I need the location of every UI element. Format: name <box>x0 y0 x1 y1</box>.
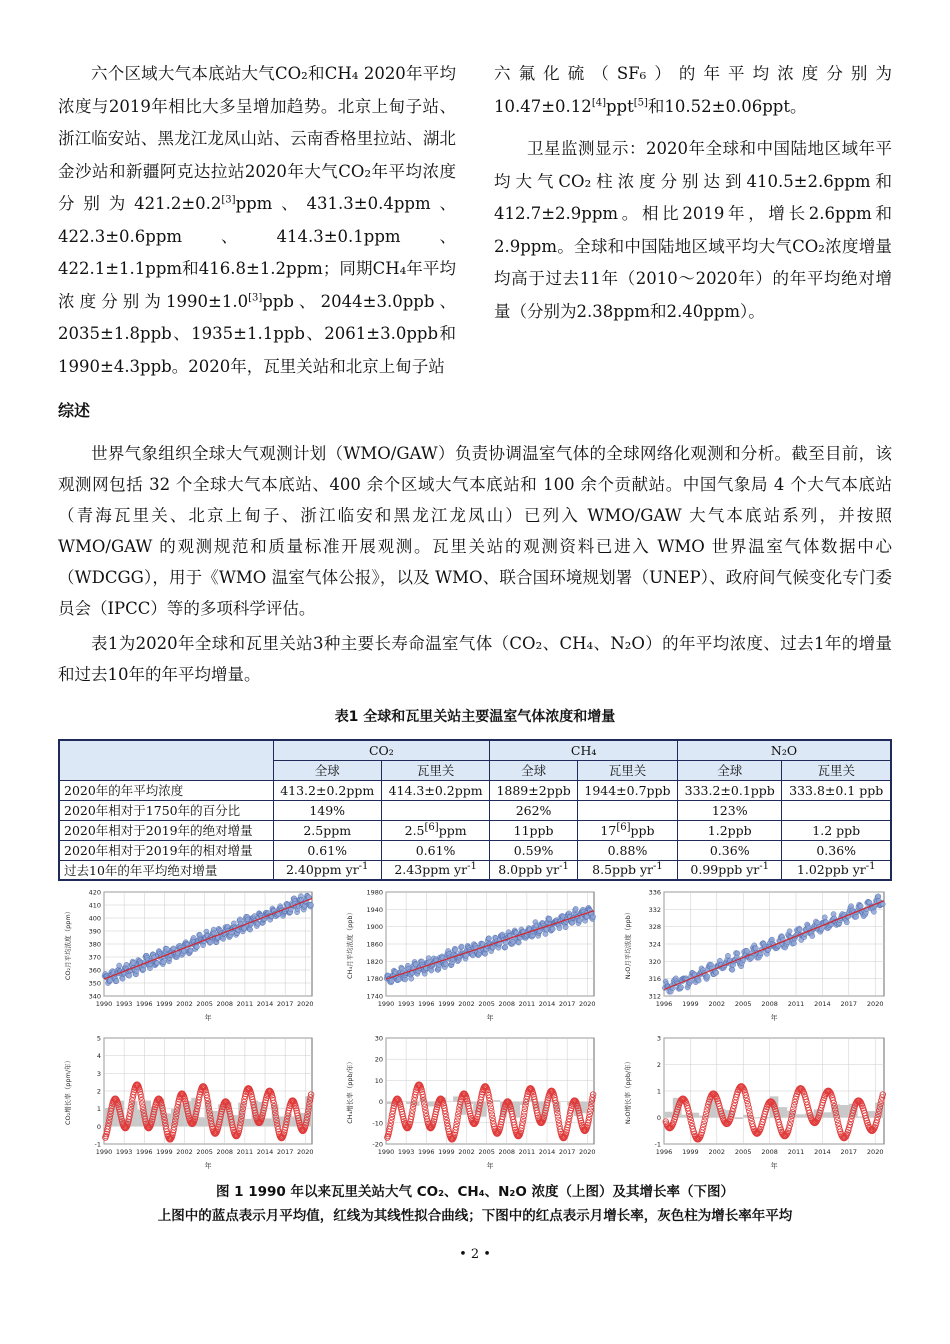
overview-paragraph-2: 表1为2020年全球和瓦里关站3种主要长寿命温室气体（CO₂、CH₄、N₂O）的年平均浓度、过去1年的增量和过去10年的年平均增量。 <box>58 634 892 684</box>
x-tick-label: 1990 <box>377 1000 395 1008</box>
x-tick-label: 1999 <box>682 1000 699 1008</box>
y-tick-label: 332 <box>648 905 661 914</box>
y-axis-label: CH₄增长率（ppb/年） <box>346 1058 354 1124</box>
data-point <box>735 951 740 956</box>
x-tick-label: 2017 <box>840 1000 858 1008</box>
gas-header: CH₄ <box>490 740 678 760</box>
data-point <box>409 976 414 981</box>
citation: [4] <box>591 97 606 108</box>
y-tick-label: 370 <box>88 953 101 962</box>
data-point <box>453 947 458 952</box>
data-point <box>871 909 876 914</box>
x-tick-label: 1990 <box>377 1148 395 1156</box>
sub-header: 全球 <box>273 760 381 780</box>
x-tick-label: 2002 <box>458 1148 475 1156</box>
data-point <box>854 914 859 919</box>
table-cell: 149% <box>273 800 381 820</box>
x-tick-label: 2011 <box>787 1000 805 1008</box>
right-paragraph-2: 卫星监测显示：2020年全球和中国陆地区域年平均大气CO₂柱浓度分别达到410.5±2.6ppm和412.7±2.9ppm。相比2019年，增长2.6ppm和2.9ppm。全球和中国陆地区域平均大气CO₂浓度增量均高于过去11年（2010～2020年）的年平均绝对增量（分别为2.38ppm和2.40ppm）。 <box>494 139 892 321</box>
table-row <box>59 780 891 800</box>
annual-mean-bar <box>493 1100 500 1101</box>
table-row <box>59 820 891 840</box>
n2o-growth-chart <box>618 1030 892 1172</box>
x-tick-label: 2011 <box>518 1148 536 1156</box>
table-row <box>59 800 891 820</box>
data-point <box>787 929 792 934</box>
row-label: 过去10年的年平均绝对增量 <box>59 860 273 880</box>
annual-mean-bar <box>265 1118 272 1126</box>
ch4-growth-chart <box>340 1030 602 1172</box>
y-tick-label: 380 <box>88 940 101 949</box>
x-tick-label: 2014 <box>538 1000 556 1008</box>
annual-mean-bar <box>734 1118 743 1120</box>
x-tick-label: 1990 <box>95 1000 113 1008</box>
table-cell: 2.5[6]ppm <box>381 820 489 840</box>
data-point <box>114 978 119 983</box>
y-tick-label: 360 <box>88 966 101 975</box>
table-corner-cell <box>59 740 273 780</box>
data-point <box>563 925 568 930</box>
figure-charts <box>58 884 892 1172</box>
data-point <box>194 944 199 949</box>
data-point <box>117 963 122 968</box>
x-tick-label: 2017 <box>558 1148 576 1156</box>
x-tick-label: 1996 <box>655 1000 673 1008</box>
table-cell <box>577 800 677 820</box>
data-point <box>161 960 166 965</box>
table-cell: 1944±0.7ppb <box>577 780 677 800</box>
table-cell: 8.0ppb $yr^{-1}$ <box>490 860 578 880</box>
y-tick-label: 2 <box>96 1087 101 1096</box>
x-tick-label: 2005 <box>478 1000 495 1008</box>
x-tick-label: 2017 <box>840 1148 858 1156</box>
x-tick-label: 2017 <box>276 1000 294 1008</box>
data-point <box>791 941 796 946</box>
table-cell: 413.2±0.2ppm <box>273 780 381 800</box>
table-cell <box>782 800 891 820</box>
table-cell: 0.61% <box>381 840 489 860</box>
x-tick-label: 1990 <box>95 1148 113 1156</box>
sub-header: 瓦里关 <box>381 760 489 780</box>
annual-mean-bar <box>822 1112 831 1117</box>
x-tick-label: 1993 <box>397 1000 415 1008</box>
x-tick-label: 2005 <box>734 1148 752 1156</box>
data-point <box>797 927 802 932</box>
n2o-concentration-chart <box>618 884 892 1024</box>
data-point <box>590 914 595 919</box>
y-tick-label: 4 <box>96 1052 101 1061</box>
y-tick-label: 1820 <box>366 957 383 966</box>
co2-growth-chart <box>58 1030 320 1172</box>
x-tick-label: 1993 <box>115 1000 133 1008</box>
sub-header: 瓦里关 <box>577 760 677 780</box>
x-tick-label: 2008 <box>498 1000 516 1008</box>
table-cell: 0.61% <box>273 840 381 860</box>
sub-header: 全球 <box>678 760 782 780</box>
x-tick-label: 2005 <box>734 1000 752 1008</box>
x-tick-label: 2014 <box>256 1000 274 1008</box>
row-label: 2020年相对于2019年的相对增量 <box>59 840 273 860</box>
y-tick-label: -10 <box>372 1119 383 1128</box>
citation: [5] <box>633 97 648 108</box>
x-tick-label: 2002 <box>708 1000 726 1008</box>
data-point <box>443 962 448 967</box>
x-tick-label: 2008 <box>761 1000 778 1008</box>
gas-header: CO₂ <box>273 740 490 760</box>
y-tick-label: 336 <box>648 888 661 897</box>
annual-mean-bar <box>245 1119 252 1127</box>
x-tick-label: 2011 <box>236 1000 254 1008</box>
annual-mean-bar <box>840 1105 849 1117</box>
x-tick-label: 1996 <box>417 1000 435 1008</box>
annual-mean-bar <box>198 1117 205 1126</box>
x-tick-label: 1996 <box>135 1148 153 1156</box>
x-tick-label: 2020 <box>866 1148 884 1156</box>
x-tick-label: 2014 <box>814 1000 831 1008</box>
table-cell: 123% <box>678 800 782 820</box>
table-cell: 1889±2ppb <box>490 780 578 800</box>
table-cell: 0.36% <box>782 840 891 860</box>
x-tick-label: 2002 <box>176 1000 193 1008</box>
x-tick-label: 1999 <box>438 1148 455 1156</box>
y-tick-label: 30 <box>374 1034 383 1043</box>
data-point <box>753 946 758 951</box>
x-tick-label: 2008 <box>761 1148 778 1156</box>
data-point <box>164 946 169 951</box>
y-tick-label: -1 <box>654 1140 661 1149</box>
page-number: • 2 • <box>459 1247 491 1262</box>
table-cell: 2.40ppm $yr^{-1}$ <box>273 860 381 880</box>
data-point <box>730 967 735 972</box>
x-tick-label: 2005 <box>478 1148 495 1156</box>
y-tick-label: 340 <box>88 992 101 1001</box>
data-point <box>547 916 552 921</box>
x-tick-label: 2020 <box>297 1148 314 1156</box>
x-tick-label: 2014 <box>814 1148 831 1156</box>
data-point <box>573 906 578 911</box>
data-point <box>696 978 701 983</box>
y-tick-label: 1860 <box>366 940 383 949</box>
data-point <box>221 936 226 941</box>
y-tick-label: 1780 <box>366 975 383 984</box>
ch4-concentration-chart <box>340 884 602 1024</box>
x-tick-label: 1993 <box>115 1148 133 1156</box>
table-cell: 0.99ppb $yr^{-1}$ <box>678 860 782 880</box>
x-tick-label: 1996 <box>135 1000 153 1008</box>
citation: [6] <box>616 821 631 833</box>
annual-mean-bar <box>796 1114 805 1117</box>
table-cell: 11ppb <box>490 820 578 840</box>
table-cell: 2.43ppm $yr^{-1}$ <box>381 860 489 880</box>
x-tick-label: 2014 <box>538 1148 556 1156</box>
data-point <box>844 920 849 925</box>
table-cell: 0.36% <box>678 840 782 860</box>
y-tick-label: 390 <box>88 927 101 936</box>
left-paragraph: 六个区域大气本底站大气CO₂和CH₄ 2020年平均浓度与2019年相比大多呈增加趋势。北京上甸子站、浙江临安站、黑龙江龙凤山站、云南香格里拉站、湖北金沙站和新疆阿克达拉站2020年大气CO₂年平均浓度分别为421.2±0.2[3]ppm、431.3±0.4ppm、422.3±0.6ppm、414.3±0.1ppm、422.1±1.1ppm和416.8±1.2ppm；同期CH₄年平均浓度分别为1990±1.0[3]ppb、2044±3.0ppb、2035±1.8ppb、1935±1.1ppb、2061±3.0ppb和1990±4.3ppb。2020年，瓦里关站和北京上甸子站 <box>58 64 456 376</box>
y-tick-label: 320 <box>648 957 661 966</box>
co2-concentration-chart <box>58 884 320 1024</box>
x-tick-label: 2005 <box>196 1148 213 1156</box>
y-tick-label: 350 <box>88 979 101 988</box>
x-tick-label: 2011 <box>518 1000 536 1008</box>
annual-mean-bar <box>682 1115 691 1118</box>
y-tick-label: 410 <box>88 901 101 910</box>
table-row <box>59 840 891 860</box>
x-axis-label: 年 <box>204 1014 212 1022</box>
table-cell: 2.5ppm <box>273 820 381 840</box>
x-tick-label: 2008 <box>216 1148 234 1156</box>
y-tick-label: 1940 <box>366 905 383 914</box>
data-point <box>725 953 730 958</box>
data-point <box>810 933 815 938</box>
x-tick-label: 1993 <box>397 1148 415 1156</box>
y-tick-label: 328 <box>648 923 661 932</box>
y-tick-label: -20 <box>372 1140 383 1149</box>
figure-caption <box>0 1180 950 1228</box>
data-point <box>247 927 252 932</box>
y-tick-label: 5 <box>96 1034 101 1043</box>
data-point <box>459 944 464 949</box>
greenhouse-gas-table <box>58 739 892 881</box>
x-tick-label: 2002 <box>708 1148 726 1156</box>
y-tick-label: 20 <box>374 1055 383 1064</box>
left-column <box>58 58 456 383</box>
x-tick-label: 2020 <box>297 1000 314 1008</box>
y-tick-label: 0 <box>96 1122 101 1131</box>
y-tick-label: 3 <box>96 1069 101 1078</box>
annual-mean-bar <box>858 1117 867 1118</box>
x-tick-label: 2017 <box>558 1000 576 1008</box>
y-tick-label: -1 <box>94 1140 101 1149</box>
data-point <box>486 936 491 941</box>
x-tick-label: 2002 <box>176 1148 193 1156</box>
x-axis-label: 年 <box>486 1162 494 1170</box>
y-tick-label: 1740 <box>366 992 383 1001</box>
x-tick-label: 2002 <box>458 1000 475 1008</box>
data-point <box>550 926 555 931</box>
data-point <box>516 940 521 945</box>
y-tick-label: 2 <box>656 1061 661 1069</box>
x-tick-label: 1999 <box>438 1000 455 1008</box>
x-axis-label: 年 <box>770 1162 778 1170</box>
two-column-text <box>58 58 892 383</box>
table-cell: 0.59% <box>490 840 578 860</box>
gas-header: N₂O <box>678 740 891 760</box>
y-tick-label: 420 <box>88 888 101 897</box>
x-tick-label: 2008 <box>498 1148 516 1156</box>
y-tick-label: 312 <box>648 992 661 1001</box>
x-tick-label: 1996 <box>417 1148 435 1156</box>
data-point <box>714 970 719 975</box>
x-tick-label: 2017 <box>276 1148 294 1156</box>
y-axis-label: N₂O月平均浓度（ppb） <box>624 908 632 980</box>
data-point <box>749 955 754 960</box>
y-tick-label: 0 <box>378 1098 383 1107</box>
table-cell <box>381 800 489 820</box>
sub-header: 全球 <box>490 760 578 780</box>
data-point <box>822 915 827 920</box>
table-row <box>59 860 891 880</box>
sub-header: 瓦里关 <box>782 760 891 780</box>
y-axis-label: CH₄月平均浓度（ppb） <box>346 909 354 979</box>
x-tick-label: 2020 <box>579 1000 596 1008</box>
table-cell: 8.5ppb $yr^{-1}$ <box>577 860 677 880</box>
y-tick-label: 3 <box>656 1034 661 1043</box>
data-point <box>120 976 125 981</box>
y-tick-label: 1900 <box>366 923 383 932</box>
overview-paragraph-1: 世界气象组织全球大气观测计划（WMO/GAW）负责协调温室气体的全球网络化观测和分析。截至目前，该观测网包括 32 个全球大气本底站、400 余个区域大气本底站和 100 余个贡献站。中国气象局 4 个大气本底站（青海瓦里关、北京上甸子、浙江临安和黑龙江龙凤山）已列入 WMO/GAW 大气本底站系列，并按照 WMO/GAW 的观测规范和质量标准开展观测。瓦里关站的观测资料已进入 WMO 世界温室气体数据中心（WDCGG），用于《WMO 温室气体公报》，以及 WMO、联合国环境规划署（UNEP）、政府间气候变化专门委员会（IPCC）等的多项科学评估。 <box>58 444 892 618</box>
right-column <box>494 58 892 383</box>
y-tick-label: 316 <box>648 975 661 984</box>
section-heading: 综述 <box>58 401 91 420</box>
x-tick-label: 2020 <box>579 1148 596 1156</box>
data-point <box>678 985 683 990</box>
table-cell: 414.3±0.2ppm <box>381 780 489 800</box>
table-cell: 0.88% <box>577 840 677 860</box>
table-cell: 1.02ppb $yr^{-1}$ <box>782 860 891 880</box>
data-point <box>127 973 132 978</box>
y-tick-label: 10 <box>374 1076 383 1085</box>
data-point <box>155 960 160 965</box>
x-tick-label: 1999 <box>156 1148 173 1156</box>
x-tick-label: 2014 <box>256 1148 274 1156</box>
x-tick-label: 2011 <box>236 1148 254 1156</box>
data-point <box>308 902 313 907</box>
right-paragraph-1: 六氟化硫（SF₆）的年平均浓度分别为10.47±0.12[4]ppt[5]和10.52±0.06ppt。 <box>494 64 892 116</box>
table-cell: 333.2±0.1ppb <box>678 780 782 800</box>
data-point <box>705 974 710 979</box>
data-point <box>577 918 582 923</box>
annual-mean-bar <box>664 1112 673 1118</box>
x-tick-label: 1996 <box>655 1148 673 1156</box>
y-tick-label: 324 <box>648 940 661 949</box>
data-point <box>557 926 562 931</box>
table-title: 表1 全球和瓦里关站主要温室气体浓度和增量 <box>334 709 616 725</box>
citation: [6] <box>424 821 439 833</box>
table-cell: 262% <box>490 800 578 820</box>
table-cell: 1.2 ppb <box>782 820 891 840</box>
x-tick-label: 1999 <box>682 1148 699 1156</box>
table-cell: 333.8±0.1 ppb <box>782 780 891 800</box>
table-cell: 1.2ppb <box>678 820 782 840</box>
x-tick-label: 2011 <box>787 1148 805 1156</box>
figure-caption-line-1: 图 1 1990 年以来瓦里关站大气 CO₂、CH₄、N₂O 浓度（上图）及其增长率（下图） <box>215 1184 735 1200</box>
y-axis-label: CO₂增长率（ppm/年） <box>64 1056 72 1126</box>
x-tick-label: 2005 <box>196 1000 213 1008</box>
row-label: 2020年相对于1750年的百分比 <box>59 800 273 820</box>
y-tick-label: 400 <box>88 914 101 923</box>
y-tick-label: 1980 <box>366 888 383 897</box>
table-cell: 17[6]ppb <box>577 820 677 840</box>
overview-text <box>58 438 892 690</box>
x-axis-label: 年 <box>204 1162 212 1170</box>
x-tick-label: 2008 <box>216 1000 234 1008</box>
x-axis-label: 年 <box>770 1014 778 1022</box>
x-tick-label: 1999 <box>156 1000 173 1008</box>
row-label: 2020年相对于2019年的绝对增量 <box>59 820 273 840</box>
y-axis-label: CO₂月平均浓度（ppm） <box>64 907 72 981</box>
table-header-row <box>59 740 891 760</box>
citation: [3] <box>221 194 236 206</box>
citation: [3] <box>248 292 263 303</box>
figure-caption-line-2: 上图中的蓝点表示月平均值，红线为其线性拟合曲线；下图中的红点表示月增长率，灰色柱为增长率年平均 <box>157 1208 793 1224</box>
x-axis-label: 年 <box>486 1014 494 1022</box>
y-tick-label: 1 <box>96 1105 101 1114</box>
row-label: 2020年的年平均浓度 <box>59 780 273 800</box>
data-point <box>744 948 749 953</box>
y-tick-label: 0 <box>656 1114 661 1122</box>
x-tick-label: 2020 <box>866 1000 884 1008</box>
y-tick-label: 1 <box>656 1087 661 1096</box>
y-axis-label: N₂O增长率（ppb/年） <box>624 1057 632 1125</box>
